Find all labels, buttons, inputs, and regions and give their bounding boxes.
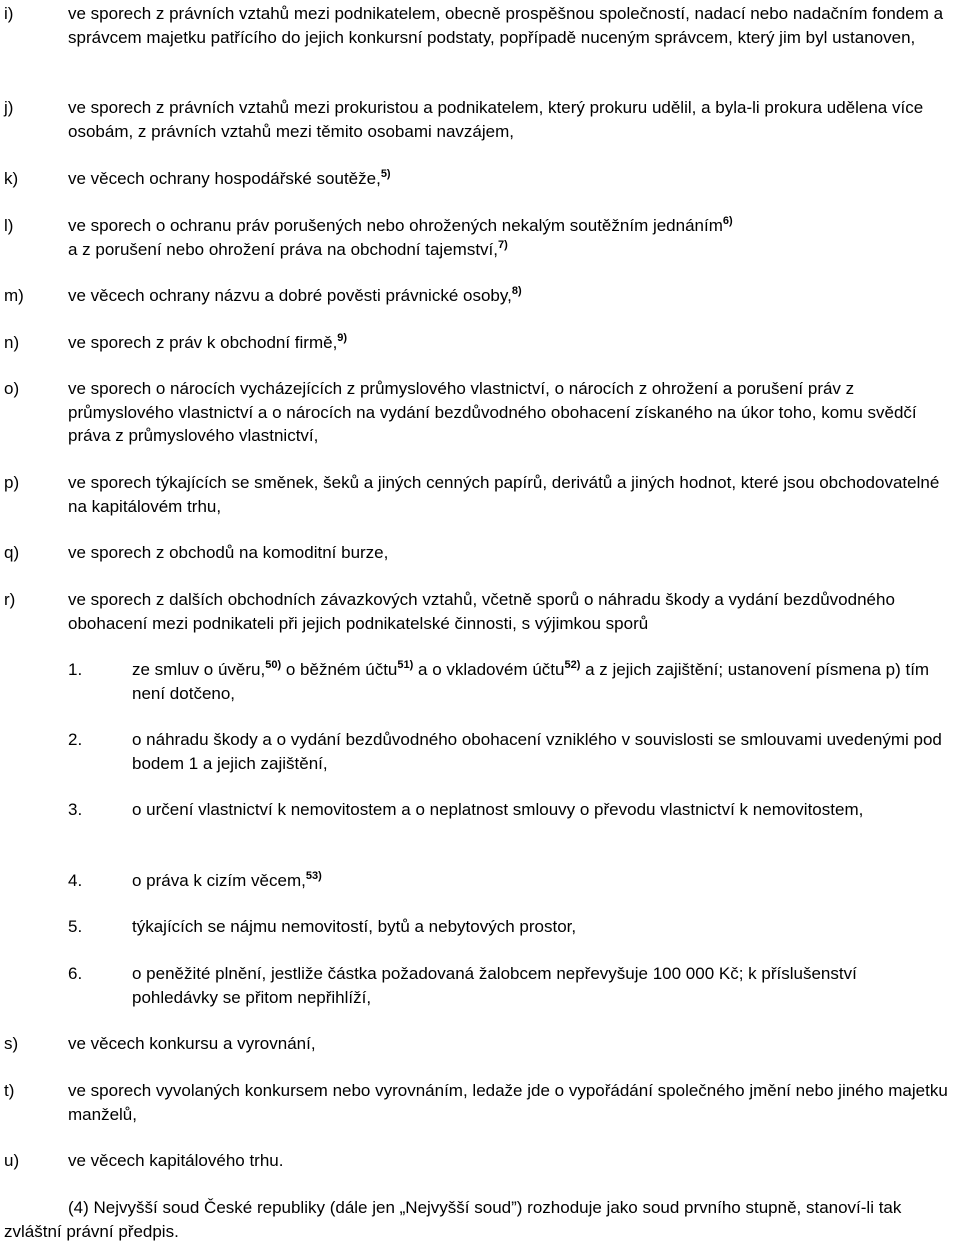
item-text — [68, 167, 956, 191]
item-text: ve sporech z právních vztahů mezi prokuristou a podnikatelem, který prokuru udělil, a byla-li prokura udělena více osobám, z právních vztahů mezi těmito osobami navzájem, — [68, 98, 924, 141]
sub-item-label: 3. — [68, 800, 83, 819]
item-label: k) — [4, 169, 19, 188]
list-item — [4, 377, 956, 448]
footnote-ref: 8) — [511, 285, 522, 297]
item-text: ve věcech konkursu a vyrovnání, — [68, 1034, 316, 1053]
item-text-body: a z porušení nebo ohrožení práva na obchodní tajemství, — [68, 239, 498, 259]
sub-item-label: 4. — [68, 871, 83, 890]
item-text — [68, 331, 956, 355]
sub-item-text-body: o práva k cizím věcem, — [132, 871, 306, 890]
item-text: ve sporech vyvolaných konkursem nebo vyrovnáním, ledaže jde o vypořádání společného jmění nebo jiného majetku manželů, — [68, 1081, 948, 1124]
item-text-body: ve sporech o ochranu práv porušených nebo ohrožených nekalým soutěžním jednáním — [68, 216, 723, 235]
list-item — [4, 1032, 956, 1056]
item-text — [68, 284, 956, 308]
sub-item-text-body: a o vkladovém účtu — [413, 660, 565, 679]
item-text: ve věcech kapitálového trhu. — [68, 1151, 284, 1170]
sub-list-item — [68, 869, 960, 893]
item-text-body: ve věcech ochrany názvu a dobré pověsti právnické osoby, — [68, 286, 512, 305]
sub-item-text: o určení vlastnictví k nemovitostem a o neplatnost smlouvy o převodu vlastnictví k nemovitostem, — [132, 800, 864, 819]
list-item — [4, 541, 956, 565]
item-text: ve sporech z obchodů na komoditní burze, — [68, 543, 389, 562]
item-label: q) — [4, 543, 20, 562]
item-label: o) — [4, 379, 20, 398]
item-label: l) — [4, 216, 14, 235]
item-text-body: ve sporech z práv k obchodní firmě, — [68, 333, 338, 352]
footnote-ref: 5) — [380, 168, 391, 180]
list-item — [4, 588, 956, 635]
list-item — [4, 471, 956, 518]
item-label: s) — [4, 1034, 19, 1053]
sub-list-item — [68, 658, 960, 705]
item-text: ve sporech z dalších obchodních závazkových vztahů, včetně sporů o náhradu škody a vydání bezdůvodného obohacení mezi podnikateli při jejich podnikatelské činnosti, s výjimkou sporů — [68, 590, 895, 633]
footnote-ref: 50) — [265, 659, 282, 671]
item-label: p) — [4, 473, 20, 492]
sub-list-item — [68, 915, 960, 939]
item-label: m) — [4, 286, 24, 305]
item-text: ve sporech o nárocích vycházejících z průmyslového vlastnictví, o nárocích z ohrožení a porušení práv z průmyslového vlastnictví a o nárocích na vydání bezdůvodného obohacení získaného na úkor toho, komu svědčí práva z průmyslového vlastnictví, — [68, 379, 917, 445]
item-label: r) — [4, 590, 16, 609]
list-item — [4, 1149, 956, 1173]
sub-item-text: týkajících se nájmu nemovitostí, bytů a nebytových prostor, — [132, 917, 577, 936]
list-item — [4, 167, 956, 191]
item-text-body: ve věcech ochrany hospodářské soutěže, — [68, 169, 381, 188]
item-text — [68, 214, 956, 261]
item-label: j) — [4, 98, 14, 117]
sub-item-text: o peněžité plnění, jestliže částka požadovaná žalobcem nepřevyšuje 100 000 Kč; k příslušenství pohledávky se přitom nepřihlíží, — [132, 964, 857, 1007]
item-text: ve sporech týkajících se směnek, šeků a jiných cenných papírů, derivátů a jiných hodnot, které jsou obchodovatelné na kapitálovém trhu, — [68, 473, 940, 516]
sub-item-label: 5. — [68, 917, 83, 936]
footnote-ref: 9) — [337, 332, 348, 344]
footnote-ref: 7) — [498, 238, 508, 251]
item-label: n) — [4, 333, 20, 352]
list-item — [4, 284, 956, 308]
sub-item-label: 2. — [68, 730, 83, 749]
item-text: ve sporech z právních vztahů mezi podnikatelem, obecně prospěšnou společností, nadací nebo nadačním fondem a správcem majetku patřícího do jejich konkursní podstaty, popřípadě nuceným správcem, který jim byl ustanoven, — [68, 4, 944, 47]
closing-paragraph: (4) Nejvyšší soud České republiky (dále jen „Nejvyšší soud”) rozhoduje jako soud prvního stupně, stanoví-li tak zvláštní právní předpis. — [4, 1198, 902, 1241]
sub-item-label: 1. — [68, 660, 83, 679]
list-item — [4, 331, 956, 355]
sub-item-text-body: o běžném účtu — [281, 660, 398, 679]
list-item — [4, 1079, 956, 1126]
sub-list-item — [68, 798, 960, 822]
list-item — [4, 96, 956, 143]
list-item — [4, 214, 956, 261]
sub-item-text-body: ze smluv o úvěru, — [132, 660, 266, 679]
item-label: i) — [4, 4, 14, 23]
item-label: t) — [4, 1081, 15, 1100]
sub-item-text: o náhradu škody a o vydání bezdůvodného obohacení vzniklého v souvislosti se smlouvami uvedenými pod bodem 1 a jejich zajištění, — [132, 730, 942, 773]
footnote-ref: 51) — [397, 659, 414, 671]
sub-item-text-body: a z jejich zajištění; ustanovení písmena p) tím není dotčeno, — [132, 660, 930, 703]
list-item — [4, 2, 956, 49]
sub-list-item — [68, 728, 960, 775]
footnote-ref: 6) — [722, 215, 733, 227]
sub-item-text — [132, 658, 960, 705]
sub-item-text — [132, 869, 960, 893]
footnote-ref: 53) — [305, 870, 322, 882]
sub-list-item — [68, 962, 960, 1009]
footnote-ref: 52) — [564, 659, 581, 671]
sub-item-label: 6. — [68, 964, 83, 983]
item-label: u) — [4, 1151, 20, 1170]
